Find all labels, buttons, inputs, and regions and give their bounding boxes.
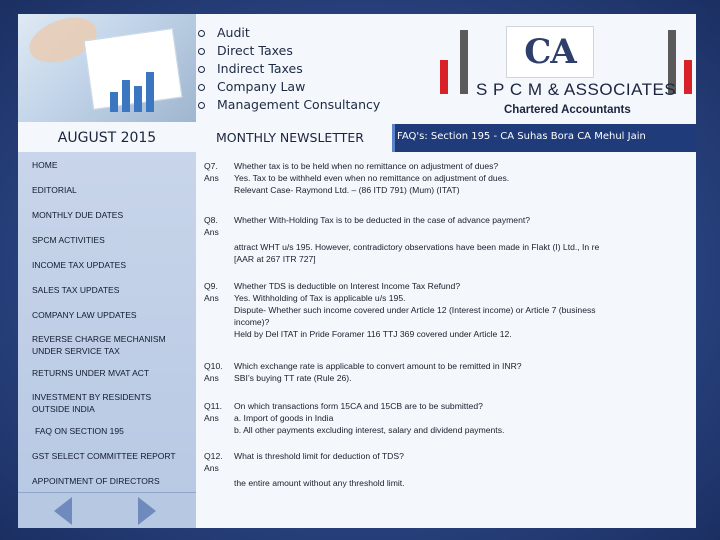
question-label: Q7. [204,161,218,171]
question-text: Whether With-Holding Tax is to be deducted in the case of advance payment? [234,215,531,225]
faq-item [204,214,692,265]
chart-bar-decoration [146,72,154,112]
newsletter-title: MONTHLY NEWSLETTER [216,130,364,145]
question-label: Q10. [204,361,223,371]
faq-section-title: FAQ's: Section 195 - CA Suhas Bora CA Mehul Jain [392,124,696,152]
sidebar-item-monthly-due-dates[interactable]: MONTHLY DUE DATES [32,210,124,220]
answer-text: Yes. Withholding of Tax is applicable u/s 195. [234,293,406,303]
sidebar-item-investment-residents[interactable]: INVESTMENT BY RESIDENTS [32,392,152,402]
question-text: Whether tax is to be held when no remittance on adjustment of dues? [234,161,499,171]
answer-text: attract WHT u/s 195. However, contradictory observations have been made in Flakt (I) Ltd., In re [234,242,600,252]
service-item [198,78,408,96]
answer-text: Dispute- Whether such income covered under Article 12 (Interest income) or Article 7 (business [234,305,596,315]
logo-grey-bar-left [460,30,468,94]
question-label: Q12. [204,451,223,461]
left-arrow-icon[interactable] [54,497,72,525]
service-label: Indirect Taxes [217,61,303,76]
faq-content [198,152,696,528]
faq-item [204,450,692,489]
faq-item [204,280,692,340]
sidebar-item-company-law-updates[interactable]: COMPANY LAW UPDATES [32,310,137,320]
question-text: Which exchange rate is applicable to convert amount to be remitted in INR? [234,361,522,371]
sidebar-item-investment-residents-line2[interactable]: OUTSIDE INDIA [32,404,95,414]
service-item [198,60,408,78]
answer-text [234,226,692,238]
question-label: Q9. [204,281,218,291]
faq-item [204,400,692,436]
ca-logo-box [506,26,594,78]
answer-text: Relevant Case- Raymond Ltd. – (86 ITD 791) (Mum) (ITAT) [234,185,460,195]
bullet-icon [198,102,205,109]
sidebar-item-spcm-activities[interactable]: SPCM ACTIVITIES [32,235,105,245]
answer-text: a. Import of goods in India [234,413,334,423]
answer-text: Held by Del ITAT in Pride Foramer 116 TTJ 369 covered under Article 12. [234,329,512,339]
answer-text [234,462,692,474]
bullet-icon [198,66,205,73]
sidebar-item-reverse-charge[interactable]: REVERSE CHARGE MECHANISM [32,334,166,344]
service-label: Management Consultancy [217,97,381,112]
issue-month: AUGUST 2015 [57,130,157,146]
chart-bar-decoration [134,86,142,112]
answer-label: Ans [204,227,219,237]
answer-label: Ans [204,373,219,383]
answer-text: income)? [234,317,270,327]
answer-text: b. All other payments excluding interest, salary and dividend payments. [234,425,505,435]
sidebar-item-gst-report[interactable]: GST SELECT COMMITTEE REPORT [32,451,176,461]
bullet-icon [198,84,205,91]
sidebar-item-returns-mvat[interactable]: RETURNS UNDER MVAT ACT [32,368,150,378]
page-navigation [18,492,196,528]
answer-label: Ans [204,173,219,183]
service-label: Direct Taxes [217,43,293,58]
answer-text: Yes. Tax to be withheld even when no remittance on adjustment of dues. [234,173,510,183]
ca-logo-text: CA [524,32,576,72]
answer-label: Ans [204,463,219,473]
firm-name: S P C M & ASSOCIATES [476,80,677,99]
answer-text: [AAR at 267 ITR 727] [234,254,316,264]
question-text: What is threshold limit for deduction of TDS? [234,451,404,461]
bullet-icon [198,48,205,55]
sidebar-item-editorial[interactable]: EDITORIAL [32,185,77,195]
question-label: Q11. [204,401,222,411]
faq-item [204,160,692,196]
answer-text: SBI’s buying TT rate (Rule 26). [234,373,352,383]
firm-logo [418,20,696,124]
sidebar-item-faq-section-195[interactable]: FAQ ON SECTION 195 [35,426,124,436]
chart-bar-decoration [122,80,130,112]
firm-subtitle: Chartered Accountants [504,104,631,116]
faq-item [204,360,692,384]
logo-red-bar-right [684,60,692,94]
chart-bar-decoration [110,92,118,112]
service-label: Audit [217,25,250,40]
header-photo [18,14,196,122]
sidebar-item-reverse-charge-line2[interactable]: UNDER SERVICE TAX [32,346,120,356]
service-item [198,24,408,42]
newsletter-page [18,14,696,528]
services-list [198,24,408,114]
sidebar-item-appointment-directors[interactable]: APPOINTMENT OF DIRECTORS [32,476,160,486]
chart-paper-image [84,28,183,110]
logo-red-bar-left [440,60,448,94]
sidebar-item-home[interactable]: HOME [32,160,58,170]
service-item [198,96,408,114]
sidebar-nav [18,152,196,528]
answer-text: the entire amount without any threshold limit. [234,478,405,488]
sidebar-item-income-tax-updates[interactable]: INCOME TAX UPDATES [32,260,126,270]
bullet-icon [198,30,205,37]
right-arrow-icon[interactable] [138,497,156,525]
service-item [198,42,408,60]
answer-label: Ans [204,413,219,423]
question-label: Q8. [204,215,218,225]
service-label: Company Law [217,79,306,94]
question-text: On which transactions form 15CA and 15CB are to be submitted? [234,401,483,411]
sidebar-item-sales-tax-updates[interactable]: SALES TAX UPDATES [32,285,120,295]
answer-label: Ans [204,293,219,303]
question-text: Whether TDS is deductible on Interest Income Tax Refund? [234,281,461,291]
